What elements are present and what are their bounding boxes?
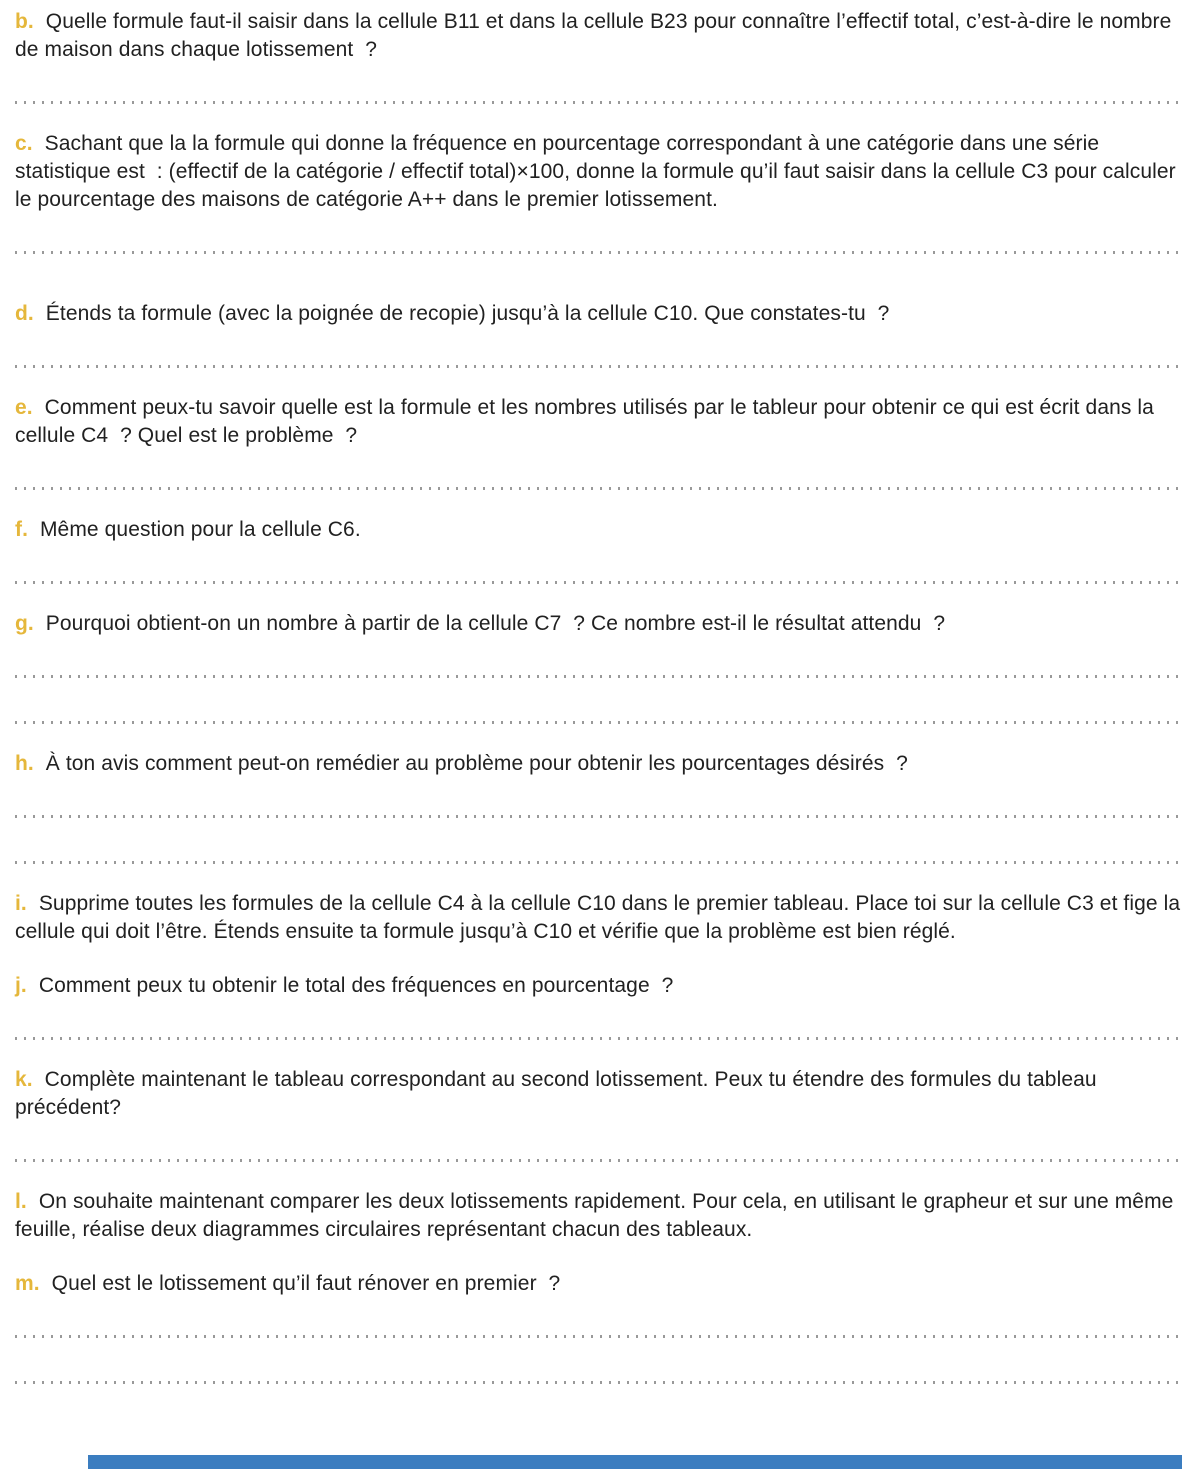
question-text — [15, 610, 1184, 638]
question-body: Quel est le lotissement qu’il faut rénover en premier ? — [51, 1272, 561, 1295]
answer-dotted-line[interactable] — [15, 487, 1184, 490]
question-letter-label: h. — [15, 752, 40, 775]
answer-dotted-line[interactable] — [15, 251, 1184, 254]
question-g — [15, 610, 1184, 724]
question-text — [15, 516, 1184, 544]
question-f — [15, 516, 1184, 584]
answer-dotted-line[interactable] — [15, 721, 1184, 724]
question-body: Pourquoi obtient-on un nombre à partir de la cellule C7 ? Ce nombre est-il le résultat attendu ? — [45, 612, 946, 635]
question-text — [15, 1066, 1184, 1122]
answer-dotted-line[interactable] — [15, 1159, 1184, 1162]
question-text — [15, 1270, 1184, 1298]
question-body: Comment peux tu obtenir le total des fréquences en pourcentage ? — [38, 974, 674, 997]
question-b — [15, 8, 1184, 104]
question-body: Étends ta formule (avec la poignée de recopie) jusqu’à la cellule C10. Que constates-tu ? — [45, 302, 890, 325]
question-letter-label: k. — [15, 1068, 39, 1091]
answer-dotted-line[interactable] — [15, 1381, 1184, 1384]
question-text — [15, 1188, 1184, 1244]
question-text — [15, 890, 1184, 946]
questions-list — [15, 8, 1184, 1384]
question-d — [15, 300, 1184, 368]
question-text — [15, 130, 1184, 214]
question-letter-label: d. — [15, 302, 40, 325]
question-body: Même question pour la cellule C6. — [39, 518, 361, 541]
answer-dotted-line[interactable] — [15, 365, 1184, 368]
question-m — [15, 1270, 1184, 1384]
question-letter-label: e. — [15, 396, 39, 419]
answer-dotted-line[interactable] — [15, 101, 1184, 104]
question-i — [15, 890, 1184, 946]
question-letter-label: m. — [15, 1272, 46, 1295]
question-j — [15, 972, 1184, 1040]
question-text — [15, 300, 1184, 328]
question-text — [15, 750, 1184, 778]
question-text — [15, 972, 1184, 1000]
question-body: Quelle formule faut-il saisir dans la cellule B11 et dans la cellule B23 pour connaître l’effectif total, c’est-à-dire le nombre de maison dans chaque lotissement ? — [15, 10, 1172, 61]
question-body: À ton avis comment peut-on remédier au problème pour obtenir les pourcentages désirés ? — [45, 752, 908, 775]
question-l — [15, 1188, 1184, 1244]
question-body: Complète maintenant le tableau correspondant au second lotissement. Peux tu étendre des formules du tableau précédent? — [15, 1068, 1097, 1119]
question-c — [15, 130, 1184, 254]
question-letter-label: c. — [15, 132, 39, 155]
answer-dotted-line[interactable] — [15, 675, 1184, 678]
question-body: Supprime toutes les formules de la cellule C4 à la cellule C10 dans le premier tableau. Place toi sur la cellule C3 et fige la cellule qui doit l’être. Étends ensuite ta formule jusqu’à C10 et vérifie que la problème est bien réglé. — [15, 892, 1181, 943]
question-body: Comment peux-tu savoir quelle est la formule et les nombres utilisés par le tableur pour obtenir ce qui est écrit dans la cellule C4 ? Quel est le problème ? — [15, 396, 1154, 447]
answer-dotted-line[interactable] — [15, 815, 1184, 818]
question-h — [15, 750, 1184, 864]
answer-dotted-line[interactable] — [15, 1037, 1184, 1040]
question-text — [15, 8, 1184, 64]
answer-dotted-line[interactable] — [15, 581, 1184, 584]
question-body: On souhaite maintenant comparer les deux lotissements rapidement. Pour cela, en utilisant le grapheur et sur une même feuille, réalise deux diagrammes circulaires représentant chacun des tableaux. — [15, 1190, 1174, 1241]
question-body: Sachant que la la formule qui donne la fréquence en pourcentage correspondant à une catégorie dans une série statistique est : (effectif de la catégorie / effectif total)×100, donne la formule qu’il faut saisir dans la cellule C3 pour calculer le pourcentage des maisons de catégorie A++ dans le premier lotissement. — [15, 132, 1176, 211]
next-section-blue-bar — [88, 1455, 1182, 1469]
question-letter-label: i. — [15, 892, 33, 915]
question-letter-label: b. — [15, 10, 40, 33]
answer-dotted-line[interactable] — [15, 1335, 1184, 1338]
question-text — [15, 394, 1184, 450]
question-k — [15, 1066, 1184, 1162]
question-e — [15, 394, 1184, 490]
question-letter-label: l. — [15, 1190, 33, 1213]
question-letter-label: j. — [15, 974, 33, 997]
question-letter-label: f. — [15, 518, 34, 541]
answer-dotted-line[interactable] — [15, 861, 1184, 864]
question-letter-label: g. — [15, 612, 40, 635]
